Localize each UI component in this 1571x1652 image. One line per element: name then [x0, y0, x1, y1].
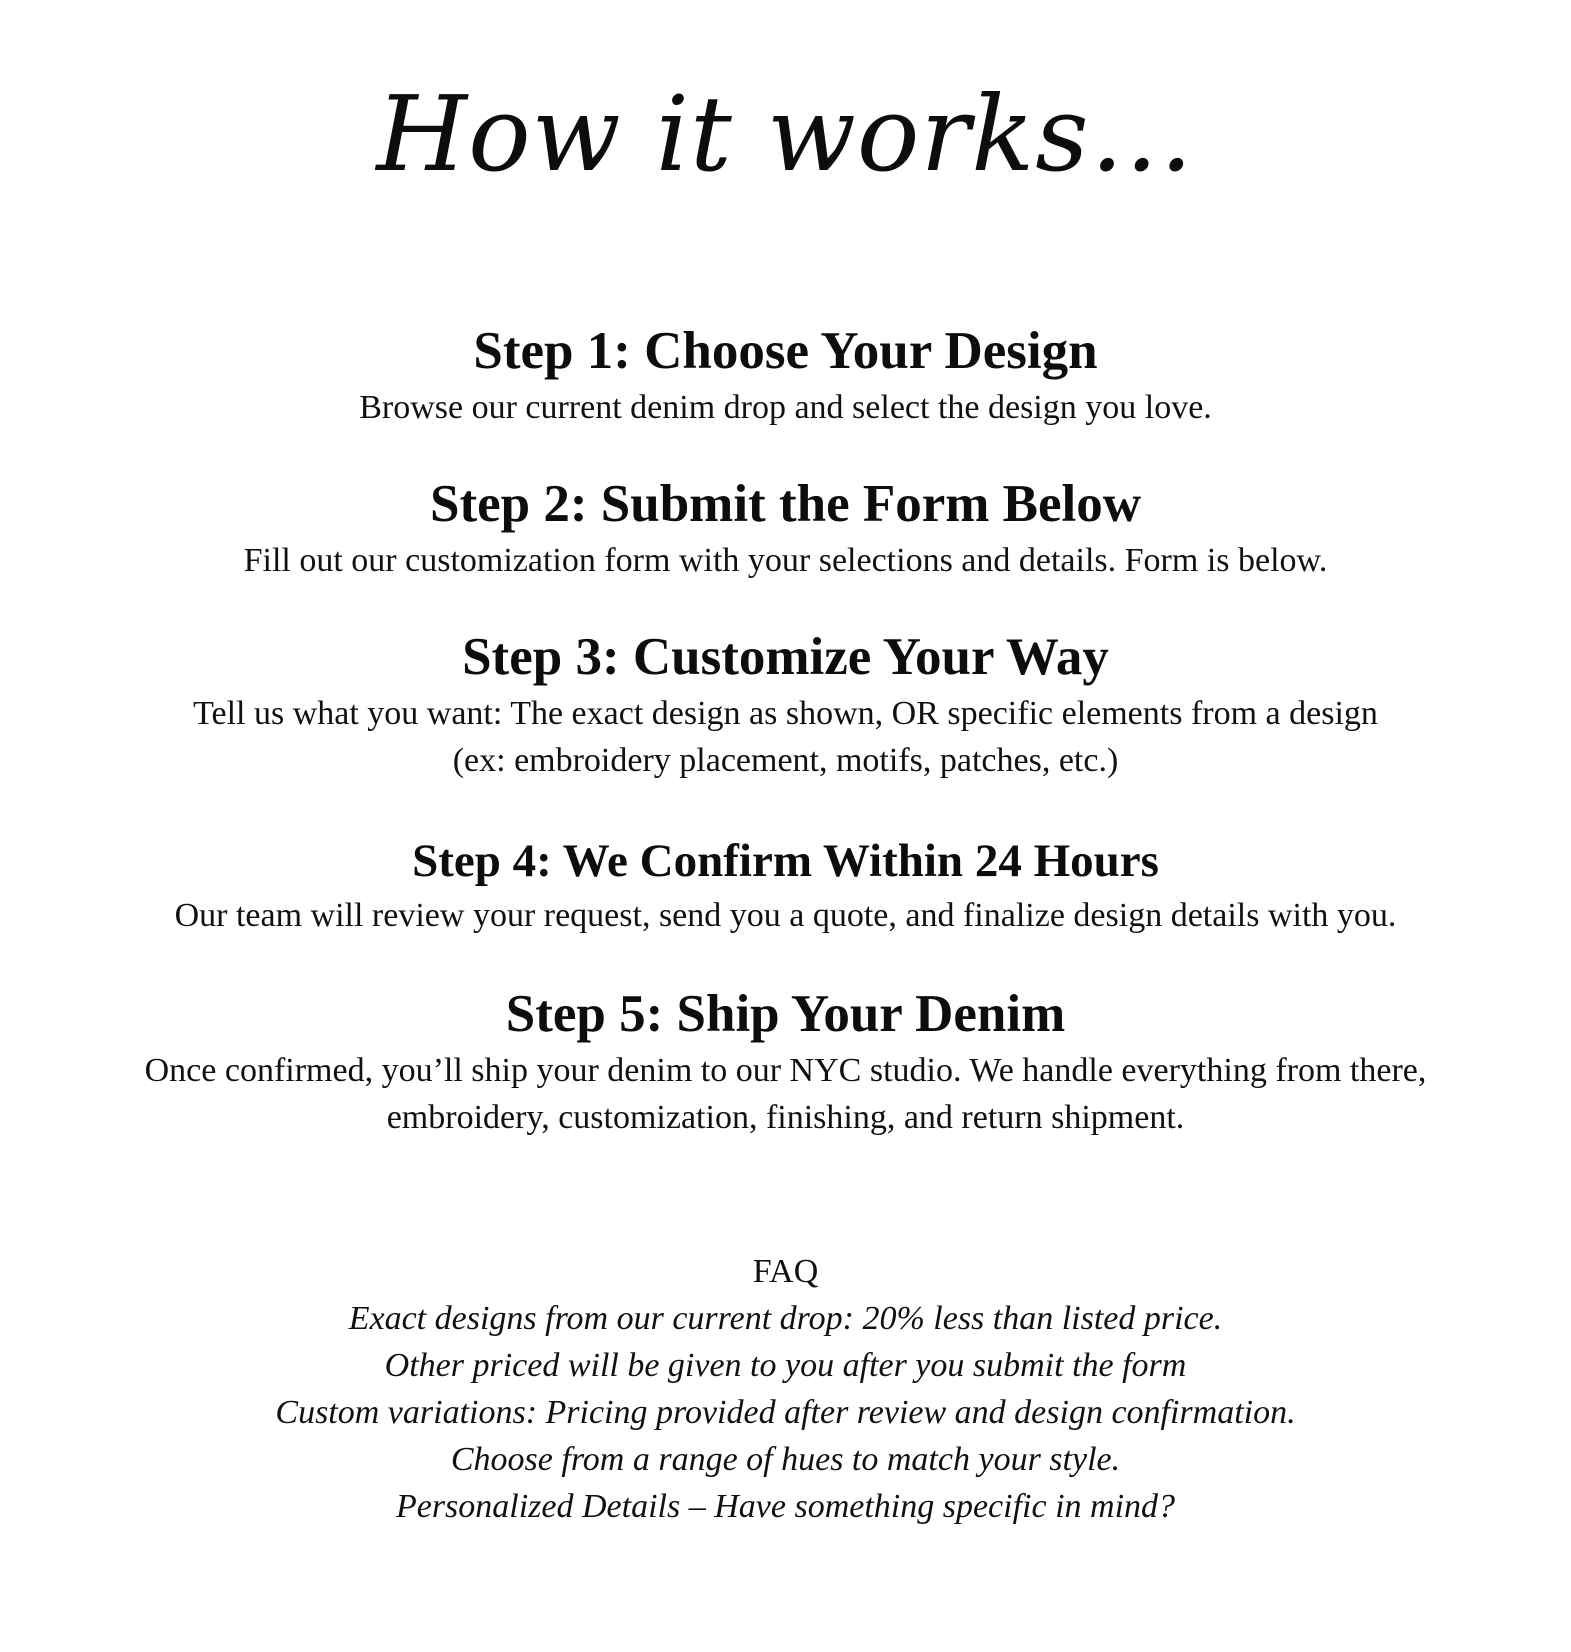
faq-line-5: Personalized Details – Have something specific in mind?: [395, 1488, 1176, 1525]
step-3-text-line-2: (ex: embroidery placement, motifs, patches, etc.): [452, 742, 1119, 779]
faq-line-4: Choose from a range of hues to match your style.: [450, 1441, 1121, 1478]
step-5-heading: Step 5: Ship Your Denim: [505, 985, 1066, 1043]
step-5: [0, 981, 1571, 1141]
step-3: [0, 624, 1571, 784]
step-3-text-line-1: Tell us what you want: The exact design as shown, OR specific elements from a design: [193, 695, 1378, 732]
steps-section: [0, 318, 1571, 1141]
step-3-heading: Step 3: Customize Your Way: [462, 628, 1109, 686]
faq-section: [0, 1248, 1571, 1530]
step-1-heading: Step 1: Choose Your Design: [473, 322, 1098, 380]
step-4: [0, 830, 1571, 939]
faq-line-3: Custom variations: Pricing provided after review and design confirmation.: [275, 1394, 1296, 1431]
step-4-heading: Step 4: We Confirm Within 24 Hours: [412, 835, 1159, 887]
page-title: How it works…: [376, 73, 1195, 195]
step-2: [0, 471, 1571, 584]
step-4-text: Our team will review your request, send you a quote, and finalize design details with you.: [174, 897, 1397, 934]
step-5-text-line-1: Once confirmed, you’ll ship your denim to our NYC studio. We handle everything from there,: [144, 1052, 1427, 1089]
faq-line-1: Exact designs from our current drop: 20% less than listed price.: [348, 1300, 1223, 1337]
faq-line-2: Other priced will be given to you after you submit the form: [384, 1347, 1187, 1384]
step-1-text: Browse our current denim drop and select the design you love.: [359, 389, 1212, 426]
step-2-heading: Step 2: Submit the Form Below: [429, 475, 1142, 533]
step-2-text: Fill out our customization form with your selections and details. Form is below.: [243, 542, 1328, 579]
step-1: [0, 318, 1571, 431]
faq-title: FAQ: [752, 1253, 819, 1290]
step-5-text-line-2: embroidery, customization, finishing, and return shipment.: [386, 1099, 1185, 1136]
